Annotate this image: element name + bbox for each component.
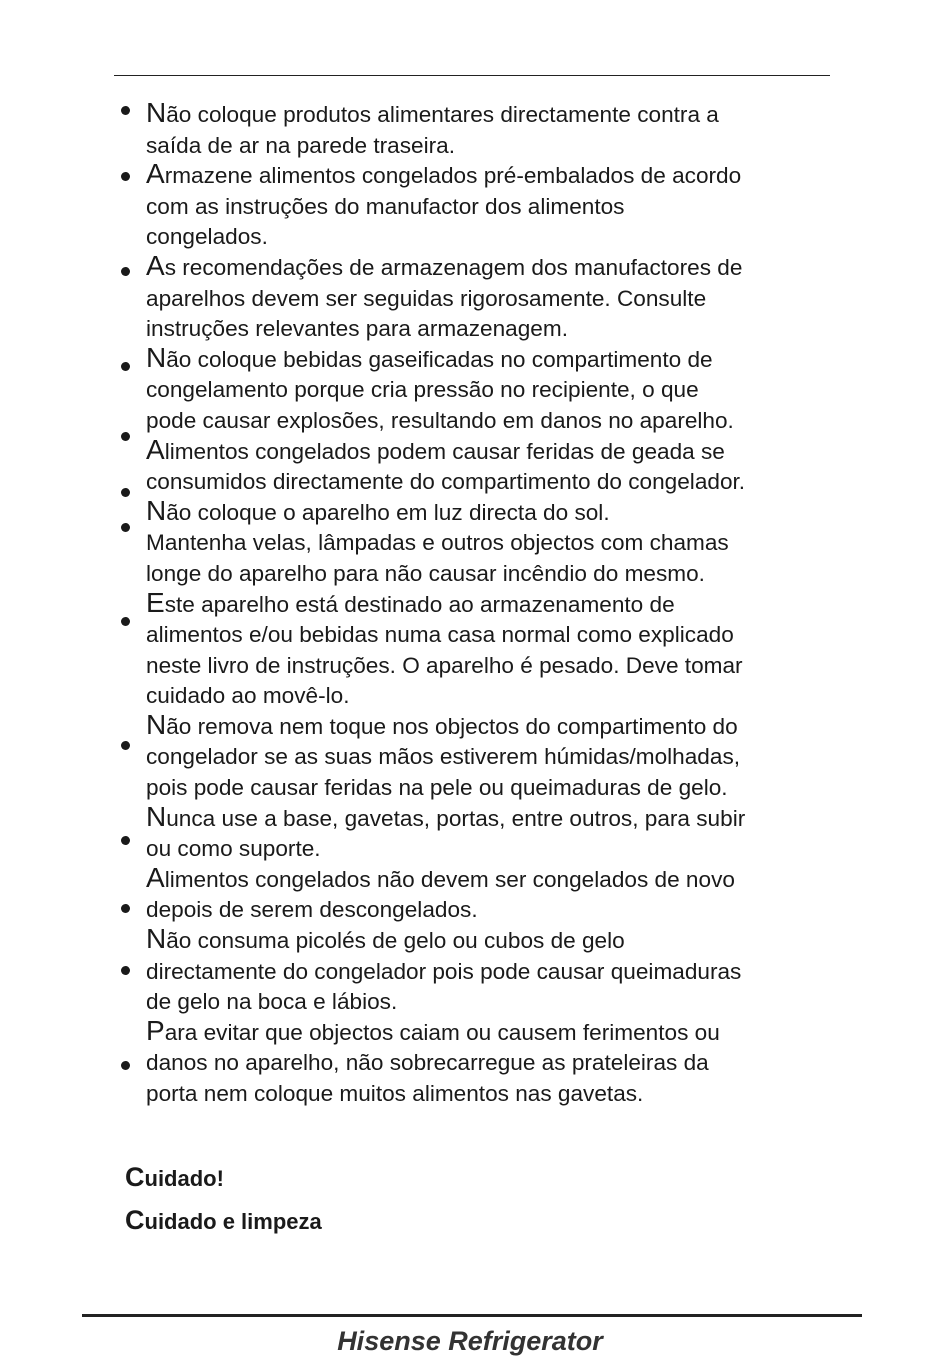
bullet-icon	[121, 172, 130, 181]
bullet-icon	[121, 432, 130, 441]
text-line: Armazene alimentos congelados pré-embalados de acordo	[146, 158, 742, 190]
text-line: Não remova nem toque nos objectos do compartimento do	[146, 708, 738, 740]
bullet-icon	[121, 1061, 130, 1070]
bullet-icon	[121, 362, 130, 371]
bullet-icon	[121, 617, 130, 626]
text-line: congelamento porque cria pressão no recipiente, o que	[146, 377, 699, 403]
bottom-divider	[82, 1314, 862, 1317]
bullet-icon	[121, 966, 130, 975]
text-line: aparelhos devem ser seguidas rigorosamente. Consulte	[146, 285, 707, 311]
text-line: longe do aparelho para não causar incêndio do mesmo.	[146, 560, 705, 586]
text-line: Não coloque bebidas gaseificadas no compartimento de	[146, 341, 713, 373]
text-line: depois de serem descongelados.	[146, 897, 478, 923]
text-line: pode causar explosões, resultando em danos no aparelho.	[146, 407, 734, 433]
text-line: porta nem coloque muitos alimentos nas gavetas.	[146, 1081, 644, 1106]
footer-brand: Hisense Refrigerator	[337, 1326, 603, 1356]
text-line: Não coloque o aparelho em luz directa do sol.	[146, 494, 610, 526]
text-line: Não consuma picolés de gelo ou cubos de gelo	[146, 923, 625, 955]
text-line: Para evitar que objectos caiam ou causem ferimentos ou	[146, 1014, 720, 1046]
text-line: congelados.	[146, 224, 268, 250]
text-line: Mantenha velas, lâmpadas e outros objectos com chamas	[146, 530, 729, 556]
text-line: As recomendações de armazenagem dos manufactores de	[146, 249, 743, 281]
bullet-icon	[121, 836, 130, 845]
bullet-icon	[121, 106, 130, 115]
text-line: danos no aparelho, não sobrecarregue as prateleiras da	[146, 1050, 709, 1076]
text-line: ou como suporte.	[146, 836, 321, 862]
text-line: Este aparelho está destinado ao armazenamento de	[146, 586, 675, 618]
text-line: neste livro de instruções. O aparelho é pesado. Deve tomar	[146, 652, 743, 678]
text-line: directamente do congelador pois pode causar queimaduras	[146, 958, 742, 984]
text-line: cuidado ao movê-lo.	[146, 683, 350, 709]
safety-instructions-list	[146, 98, 846, 1108]
text-line: Nunca use a base, gavetas, portas, entre outros, para subir	[146, 800, 746, 832]
text-line: congelador se as suas mãos estiverem húmidas/molhadas,	[146, 744, 741, 770]
text-line: Não coloque produtos alimentares directamente contra a	[146, 97, 719, 128]
caution-heading: Cuidado!	[125, 1162, 224, 1192]
text-line: Alimentos congelados não devem ser congelados de novo	[146, 861, 735, 893]
text-line: consumidos directamente do compartimento do congelador.	[146, 469, 746, 495]
bullet-icon	[121, 267, 130, 276]
text-line: com as instruções do manufactor dos alimentos	[146, 193, 625, 219]
text-line: Alimentos congelados podem causar feridas de geada se	[146, 433, 725, 465]
bullet-icon	[121, 523, 130, 532]
care-and-cleaning-heading: Cuidado e limpeza	[125, 1205, 322, 1235]
bullet-icon	[121, 488, 130, 497]
text-line: saída de ar na parede traseira.	[146, 132, 455, 158]
text-line: instruções relevantes para armazenagem.	[146, 316, 568, 342]
text-line: pois pode causar feridas na pele ou queimaduras de gelo.	[146, 775, 728, 801]
text-line: de gelo na boca e lábios.	[146, 989, 398, 1015]
text-line: alimentos e/ou bebidas numa casa normal como explicado	[146, 622, 734, 648]
bullet-icon	[121, 904, 130, 913]
top-divider	[114, 75, 830, 76]
bullet-icon	[121, 741, 130, 750]
